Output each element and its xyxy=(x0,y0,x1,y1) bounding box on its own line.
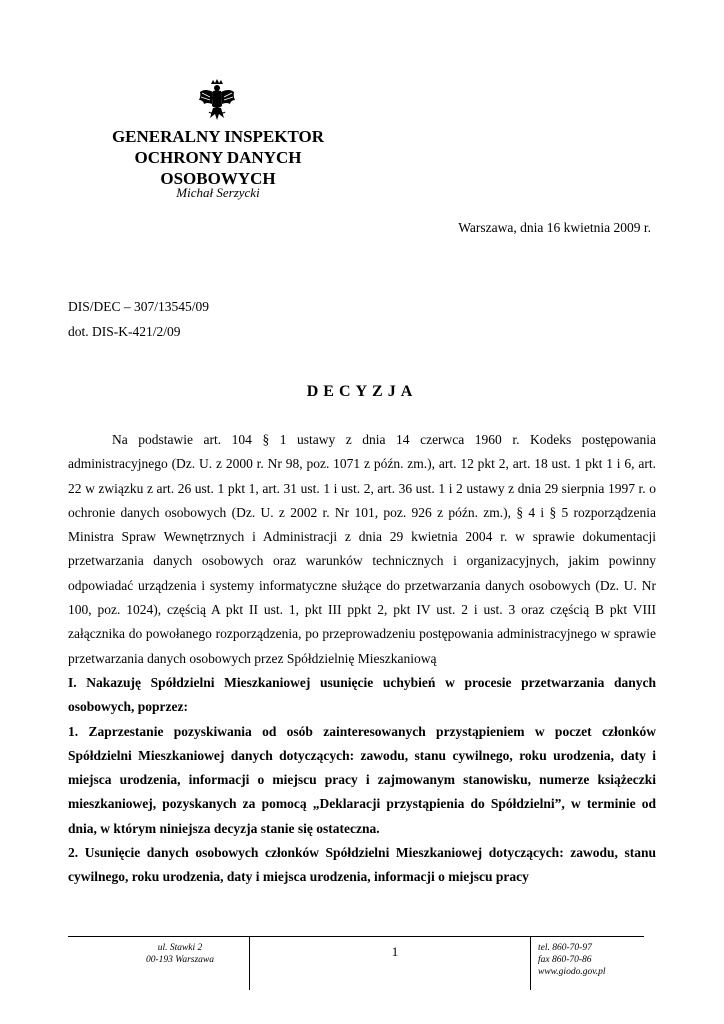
legal-basis-paragraph: Na podstawie art. 104 § 1 ustawy z dnia 14 czerwca 1960 r. Kodeks postępowania administracyjnego (Dz. U. z 2000 r. Nr 98, poz. 1071 z późn. zm.), art. 12 pkt 2, art. 18 ust. 1 pkt 1 i 6, art. 22 w związku z art. 26 ust. 1 pkt 1, art. 31 ust. 1 i ust. 2, art. 36 ust. 1 i 2 ustawy z dnia 29 sierpnia 1997 r. o ochronie danych osobowych (Dz. U. z 2002 r. Nr 101, poz. 926 z późn. zm.), § 4 i § 5 rozporządzenia Ministra Spraw Wewnętrznych i Administracji z dnia 29 kwietnia 2004 r. w sprawie dokumentacji przetwarzania danych osobowych oraz warunków technicznych i organizacyjnych, jakim powinny odpowiadać urządzenia i systemy informatyczne służące do przetwarzania danych osobowych (Dz. U. Nr 100, poz. 1024), częścią A pkt II ust. 1, pkt III ppkt 2, pkt IV ust. 2 i ust. 3 oraz częścią B pkt VIII załącznika do powołanego rozporządzenia, po przeprowadzeniu postępowania administracyjnego w sprawie przetwarzania danych osobowych przez Spółdzielnię Mieszkaniową xyxy=(68,432,656,666)
phone-number: tel. 860-70-97 xyxy=(538,943,592,953)
signer-name: Michał Serzycki xyxy=(176,185,260,200)
fax-number: fax 860-70-86 xyxy=(538,955,592,965)
authority-line: GENERALNY INSPEKTOR xyxy=(111,127,325,146)
issuing-authority xyxy=(96,126,340,189)
page-number: 1 xyxy=(391,944,399,959)
order-point-1: 1. Zaprzestanie pozyskiwania od osób zainteresowanych przystąpieniem w poczet członków Spółdzielni Mieszkaniowej danych dotyczących: zawodu, stanu cywilnego, roku urodzenia, daty i miejsca urodzenia, informacji o miejscu pracy i zajmowanym stanowisku, numerze książeczki mieszkaniowej, pozyskanych za pomocą „Deklaracji przystąpienia do Spółdzielni”, w terminie od dnia, w którym niniejsza decyzja stanie się ostateczna. xyxy=(68,723,656,836)
related-reference: dot. DIS-K-421/2/09 xyxy=(68,324,181,339)
website-link[interactable]: www.giodo.gov.pl xyxy=(538,967,606,977)
place-and-date: Warszawa, dnia 16 kwietnia 2009 r. xyxy=(458,220,651,235)
polish-eagle-emblem-icon xyxy=(197,78,237,124)
authority-line: OSOBOWYCH xyxy=(160,169,276,188)
section-i-heading: I. Nakazuję Spółdzielni Mieszkaniowej usunięcie uchybień w procesie przetwarzania danych osobowych, poprzez: xyxy=(68,674,656,715)
order-point-2: 2. Usunięcie danych osobowych członków Spółdzielni Mieszkaniowej dotyczących: zawodu, stanu cywilnego, roku urodzenia, daty i miejsca urodzenia, informacji o miejscu pracy xyxy=(68,845,656,885)
footer-column-divider xyxy=(530,936,531,990)
footer-divider xyxy=(68,936,644,937)
address-line: 00-193 Warszawa xyxy=(145,955,214,965)
footer-contact xyxy=(538,942,605,978)
decision-body xyxy=(68,428,656,890)
document-title: DECYZJA xyxy=(306,383,418,400)
address-line: ul. Stawki 2 xyxy=(157,943,203,953)
footer-address xyxy=(110,942,250,966)
case-reference: DIS/DEC – 307/13545/09 xyxy=(68,299,210,314)
authority-line: OCHRONY DANYCH xyxy=(134,148,302,167)
